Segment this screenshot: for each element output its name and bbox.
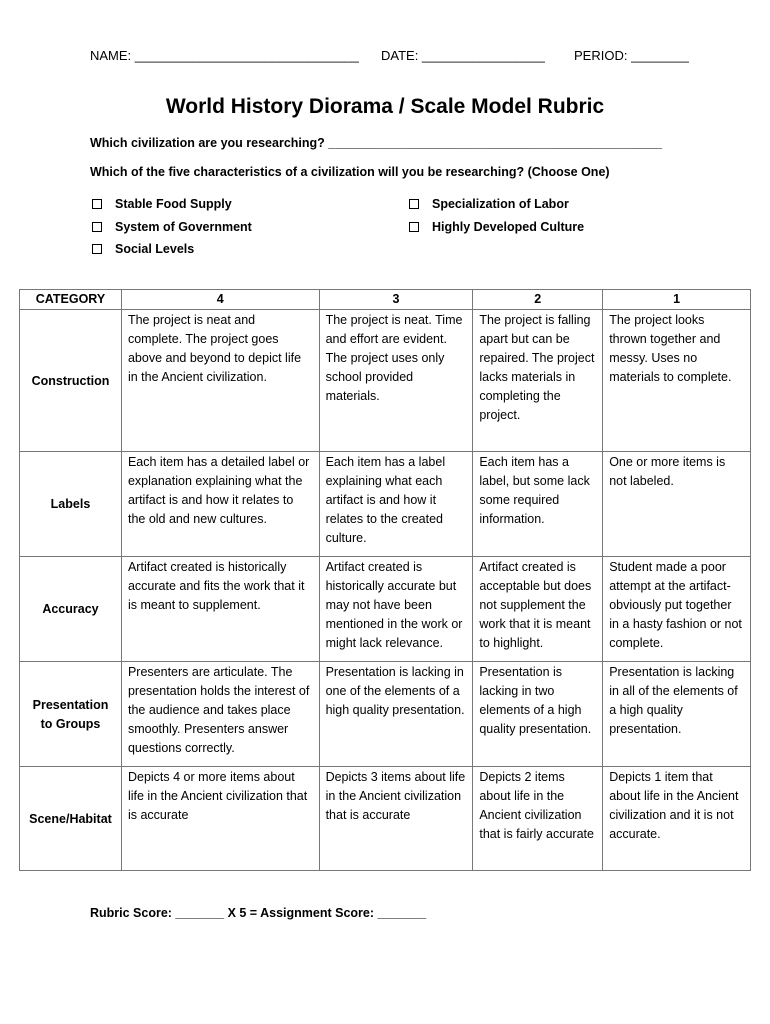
- criteria-cell: Depicts 4 or more items about life in the Ancient civilization that is accurate: [121, 767, 319, 871]
- checkbox-icon[interactable]: [92, 199, 102, 209]
- table-row: [20, 557, 751, 662]
- criteria-cell: The project looks thrown together and messy. Uses no materials to complete.: [603, 310, 751, 452]
- table-row: [20, 662, 751, 767]
- column-header-category: CATEGORY: [20, 290, 122, 310]
- criteria-cell: Each item has a label explaining what each artifact is and how it relates to the created culture.: [319, 452, 473, 557]
- option-label: System of Government: [115, 220, 252, 234]
- characteristics-question: Which of the five characteristics of a civilization will you be researching? (Choose One): [90, 165, 610, 179]
- option-system-of-government[interactable]: [92, 220, 252, 234]
- criteria-cell: Presentation is lacking in all of the elements of a high quality presentation.: [603, 662, 751, 767]
- column-header-3: 3: [319, 290, 473, 310]
- checkbox-icon[interactable]: [92, 222, 102, 232]
- criteria-cell: Presentation is lacking in two elements of a high quality presentation.: [473, 662, 603, 767]
- criteria-cell: The project is neat. Time and effort are evident. The project uses only school provided materials.: [319, 310, 473, 452]
- criteria-cell: The project is falling apart but can be repaired. The project lacks materials in completing the project.: [473, 310, 603, 452]
- criteria-cell: Depicts 3 items about life in the Ancient civilization that is accurate: [319, 767, 473, 871]
- category-cell: Presentation to Groups: [20, 662, 122, 767]
- category-cell: Construction: [20, 310, 122, 452]
- table-header-row: [20, 290, 751, 310]
- category-cell: Scene/Habitat: [20, 767, 122, 871]
- criteria-cell: Presentation is lacking in one of the elements of a high quality presentation.: [319, 662, 473, 767]
- criteria-cell: Each item has a label, but some lack some required information.: [473, 452, 603, 557]
- table-row: [20, 310, 751, 452]
- checkbox-icon[interactable]: [92, 244, 102, 254]
- option-label: Stable Food Supply: [115, 197, 232, 211]
- criteria-cell: Student made a poor attempt at the artifact-obviously put together in a hasty fashion or not complete.: [603, 557, 751, 662]
- rubric-score-line[interactable]: Rubric Score: _______ X 5 = Assignment Score: _______: [90, 906, 427, 920]
- table-row: [20, 452, 751, 557]
- name-field[interactable]: NAME: _______________________________: [90, 48, 359, 63]
- date-field[interactable]: DATE: _________________: [381, 48, 545, 63]
- checkbox-icon[interactable]: [409, 199, 419, 209]
- period-field[interactable]: PERIOD: ________: [574, 48, 689, 63]
- criteria-cell: Each item has a detailed label or explanation explaining what the artifact is and how it relates to the old and new cultures.: [121, 452, 319, 557]
- option-label: Specialization of Labor: [432, 197, 569, 211]
- criteria-cell: The project is neat and complete. The project goes above and beyond to depict life in the Ancient civilization.: [121, 310, 319, 452]
- criteria-cell: Artifact created is historically accurate but may not have been mentioned in the work or might lack relevance.: [319, 557, 473, 662]
- criteria-cell: Artifact created is acceptable but does not supplement the work that it is meant to highlight.: [473, 557, 603, 662]
- civilization-question[interactable]: Which civilization are you researching? ________________________________________________: [90, 136, 662, 150]
- page-title: World History Diorama / Scale Model Rubric: [165, 95, 605, 118]
- option-stable-food-supply[interactable]: [92, 197, 232, 211]
- rubric-table: [19, 289, 751, 871]
- checkbox-icon[interactable]: [409, 222, 419, 232]
- criteria-cell: Presenters are articulate. The presentation holds the interest of the audience and takes place smoothly. Presenters answer questions correctly.: [121, 662, 319, 767]
- category-cell: Labels: [20, 452, 122, 557]
- option-social-levels[interactable]: [92, 242, 194, 256]
- option-highly-developed-culture[interactable]: [409, 220, 584, 234]
- option-specialization-of-labor[interactable]: [409, 197, 569, 211]
- option-label: Highly Developed Culture: [432, 220, 585, 234]
- criteria-cell: Depicts 2 items about life in the Ancient civilization that is fairly accurate: [473, 767, 603, 871]
- column-header-4: 4: [121, 290, 319, 310]
- option-label: Social Levels: [115, 242, 195, 256]
- criteria-cell: Artifact created is historically accurate and fits the work that it is meant to supplement.: [121, 557, 319, 662]
- category-cell: Accuracy: [20, 557, 122, 662]
- column-header-2: 2: [473, 290, 603, 310]
- table-row: [20, 767, 751, 871]
- criteria-cell: Depicts 1 item that about life in the Ancient civilization and it is not accurate.: [603, 767, 751, 871]
- column-header-1: 1: [603, 290, 751, 310]
- criteria-cell: One or more items is not labeled.: [603, 452, 751, 557]
